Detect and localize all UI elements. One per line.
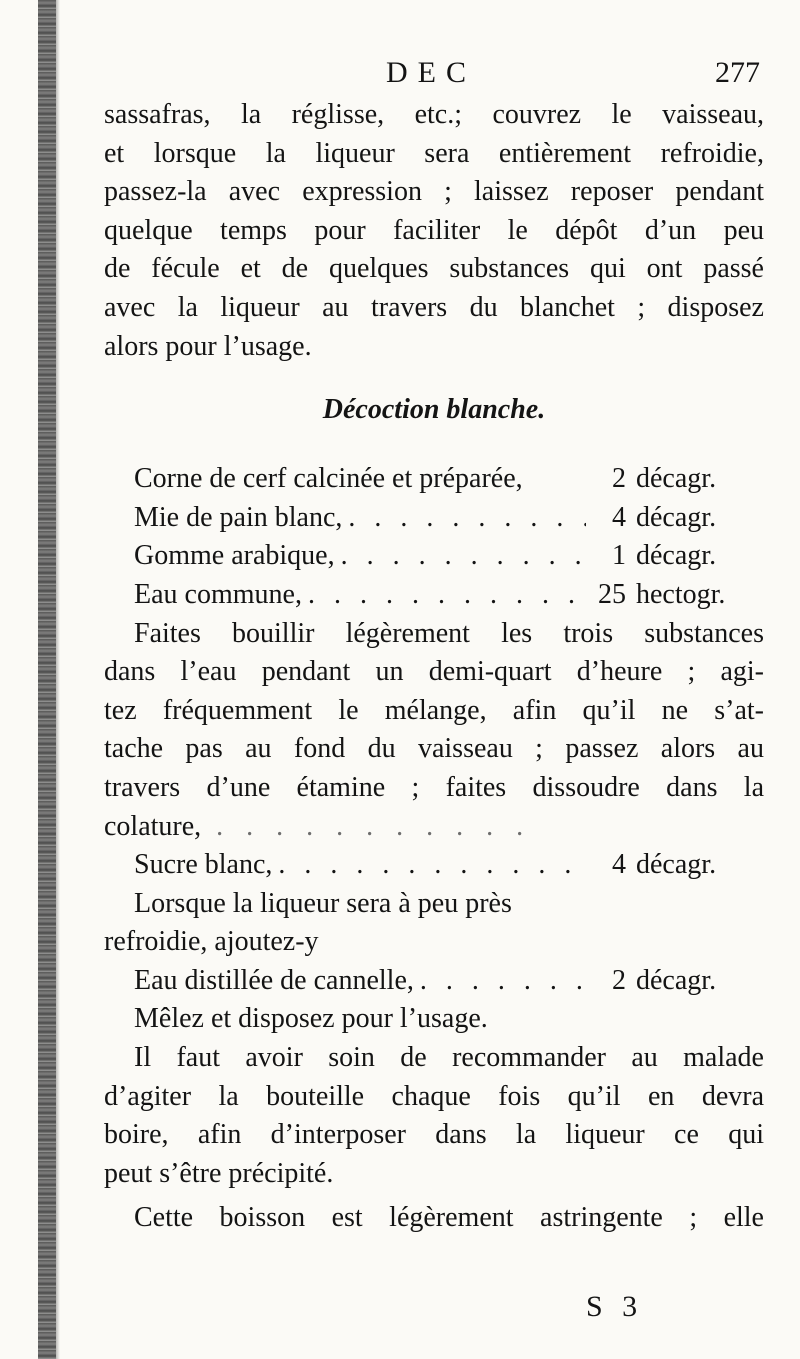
text-line: et lorsque la liqueur sera entièrement refroidie,	[104, 137, 764, 169]
ingredient-name: Mie de pain blanc,	[134, 501, 343, 533]
text-line: refroidie, ajoutez-y	[104, 926, 319, 958]
ingredient-name: Gomme arabique,	[134, 540, 335, 572]
text-line: de fécule et de quelques substances qui ont passé	[104, 253, 764, 285]
text-line: Lorsque la liqueur sera à peu près	[134, 887, 512, 919]
text-line: Mêlez et disposez pour l’usage.	[134, 1003, 488, 1035]
ingredient-unit: décagr.	[636, 540, 717, 572]
gutter-shadow	[56, 0, 60, 1359]
ingredient-name: Corne de cerf calcinée et préparée,	[134, 463, 523, 495]
ingredient-unit: décagr.	[636, 849, 717, 881]
text-line: quelque temps pour faciliter le dépôt d’un peu	[104, 214, 764, 246]
ingredient-name: Eau distillée de cannelle,	[134, 964, 414, 996]
text-line: Faites bouillir légèrement les trois substances	[134, 617, 764, 649]
recipe-row	[104, 460, 764, 499]
recipe-row-sugar	[104, 846, 764, 885]
text-line: d’agiter la bouteille chaque fois qu’il en devra	[104, 1080, 764, 1112]
ingredient-qty: 1	[612, 540, 626, 572]
leader-dots	[341, 537, 586, 576]
text-line: tez fréquemment le mélange, afin qu’il ne s’at-	[104, 694, 764, 726]
text-line	[104, 808, 764, 847]
ingredient-unit: hectogr.	[636, 578, 726, 610]
page-header	[104, 50, 764, 96]
recipe-list	[104, 460, 764, 614]
ingredient-name: Sucre blanc,	[134, 849, 273, 881]
recipe-row	[104, 576, 764, 615]
text-fragment: colature,	[104, 810, 202, 842]
text-line: peut s’être précipité.	[104, 1157, 334, 1189]
ingredient-qty: 2	[612, 964, 626, 996]
recipe-row	[104, 537, 764, 576]
text-line: boire, afin d’interposer dans la liqueur ce qui	[104, 1119, 764, 1151]
ingredient-qty: 4	[612, 501, 626, 533]
text-line: Cette boisson est légèrement astringente ; elle	[134, 1202, 764, 1234]
faint-dots: . . . . . . . . . . .	[201, 810, 532, 842]
ingredient-unit: décagr.	[636, 463, 717, 495]
leader-dots	[420, 962, 586, 1001]
paragraph-advice	[104, 1039, 764, 1193]
paragraph-continued	[104, 96, 764, 366]
text-line: dans l’eau pendant un demi-quart d’heure ; agi-	[104, 656, 764, 688]
ingredient-unit: décagr.	[636, 964, 717, 996]
text-line: passez-la avec expression ; laissez reposer pendant	[104, 176, 764, 208]
text-line: tache pas au fond du vaisseau ; passez alors au	[104, 733, 764, 765]
ingredient-qty: 25	[598, 578, 626, 610]
page-body	[104, 50, 764, 1238]
leader-dots	[308, 576, 586, 615]
text-line: sassafras, la réglisse, etc.; couvrez le vaisseau,	[104, 99, 764, 130]
paragraph-instructions	[104, 615, 764, 847]
leader-dots	[348, 499, 586, 538]
page-number: 277	[715, 56, 760, 89]
text-line: travers d’une étamine ; faites dissoudre dans la	[104, 771, 764, 803]
printer-signature-mark: S 3	[586, 1290, 644, 1323]
ingredient-qty: 2	[612, 463, 626, 495]
recipe-row-cinnamon	[104, 962, 764, 1001]
text-line: avec la liqueur au travers du blanchet ; disposez	[104, 291, 764, 323]
ingredient-name: Eau commune,	[134, 578, 302, 610]
text-line: Il faut avoir soin de recommander au malade	[134, 1042, 764, 1074]
recipe-row	[104, 499, 764, 538]
running-head: DEC	[386, 56, 476, 89]
book-spine-shadow	[38, 0, 56, 1359]
text-line: alors pour l’usage.	[104, 330, 312, 362]
section-title: Décoction blanche.	[322, 394, 546, 426]
ingredient-unit: décagr.	[636, 501, 717, 533]
leader-dots	[278, 846, 586, 885]
ingredient-qty: 4	[612, 849, 626, 881]
